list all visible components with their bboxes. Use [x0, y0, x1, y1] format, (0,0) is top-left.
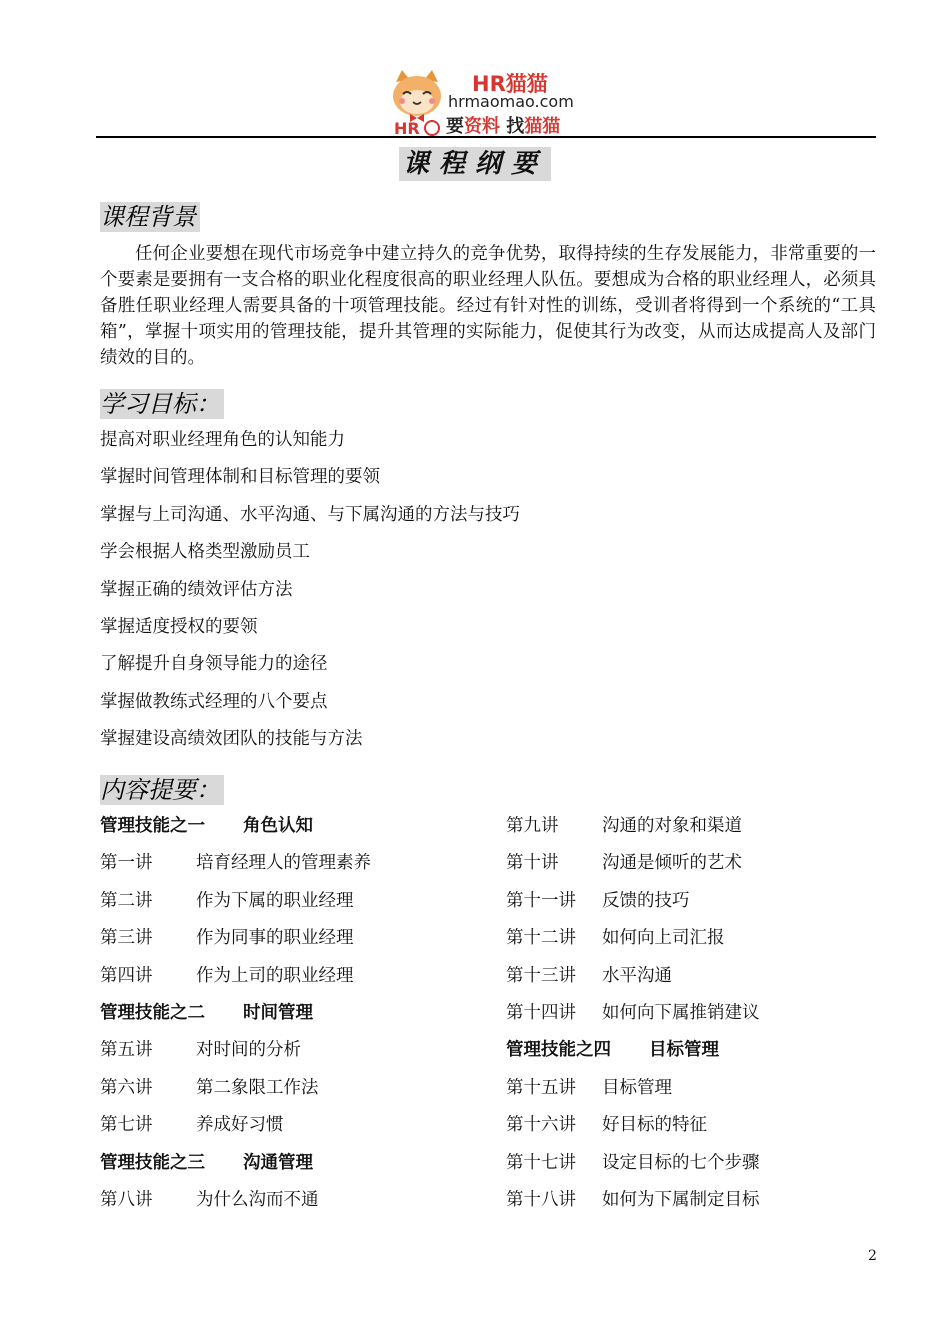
lecture-row [100, 1188, 319, 1212]
lecture-row [506, 814, 742, 838]
lecture-number: 第八讲 [100, 1190, 153, 1210]
lecture-number: 管理技能之二 [100, 1003, 205, 1023]
lecture-row [100, 851, 371, 875]
cat-mascot-icon [388, 68, 448, 138]
section-heading-text: 内容提要： [100, 775, 224, 805]
lecture-number: 第一讲 [100, 853, 153, 874]
module-heading [100, 1151, 313, 1175]
section-heading-text: 课程背景 [100, 202, 200, 232]
goal-item: 了解提升自身领导能力的途径 [100, 654, 328, 675]
lecture-row [100, 926, 354, 950]
lecture-title: 设定目标的七个步骤 [602, 1152, 760, 1173]
lecture-title: 角色认知 [243, 816, 313, 836]
lecture-number: 第二讲 [100, 890, 153, 911]
lecture-number: 第四讲 [100, 965, 153, 986]
lecture-title: 养成好习惯 [196, 1115, 284, 1136]
section-heading-background [100, 202, 200, 232]
lecture-row [506, 1188, 760, 1212]
document-title [0, 147, 950, 181]
hr-badge: HR [394, 119, 420, 138]
lecture-title: 好目标的特征 [602, 1115, 707, 1136]
tagline-part: 资料 [464, 116, 500, 137]
header-divider [96, 136, 876, 138]
lecture-title: 作为下属的职业经理 [196, 890, 354, 911]
lecture-number: 管理技能之三 [100, 1152, 205, 1173]
lecture-title: 作为上司的职业经理 [196, 965, 354, 986]
lecture-number: 第三讲 [100, 928, 153, 949]
section-heading-text: 学习目标： [100, 389, 224, 419]
lecture-title: 对时间的分析 [196, 1040, 301, 1061]
lecture-title: 水平沟通 [602, 965, 672, 986]
lecture-row [100, 1113, 284, 1137]
lecture-number: 第十四讲 [506, 1003, 576, 1023]
lecture-title: 第二象限工作法 [196, 1077, 319, 1098]
lecture-title: 培育经理人的管理素养 [196, 853, 371, 874]
lecture-row [100, 1076, 319, 1100]
section-heading-goals [100, 389, 224, 419]
lecture-row [506, 926, 725, 950]
lecture-number: 第十三讲 [506, 965, 576, 986]
goal-item: 掌握正确的绩效评估方法 [100, 579, 293, 600]
tagline-part: 猫猫 [524, 116, 561, 137]
goal-item: 掌握与上司沟通、水平沟通、与下属沟通的方法与技巧 [100, 504, 520, 525]
lecture-title: 如何向上司汇报 [602, 928, 725, 949]
lecture-title: 沟通的对象和渠道 [602, 816, 742, 836]
lecture-row [100, 964, 354, 988]
lecture-row [506, 1151, 760, 1175]
lecture-number: 第十六讲 [506, 1115, 576, 1136]
lecture-number: 第七讲 [100, 1115, 153, 1136]
lecture-title: 反馈的技巧 [602, 890, 690, 911]
tagline-part: 找 [506, 116, 525, 137]
lecture-number: 第九讲 [506, 816, 559, 836]
lecture-title: 为什么沟而不通 [196, 1190, 319, 1210]
lecture-number: 第十讲 [506, 853, 559, 874]
lecture-number: 第十八讲 [506, 1190, 576, 1210]
goal-item: 掌握时间管理体制和目标管理的要领 [100, 467, 380, 488]
document-title-text: 课程纲要 [399, 147, 551, 181]
logo-tagline [446, 112, 560, 138]
lecture-row [100, 1038, 301, 1062]
lecture-number: 管理技能之一 [100, 816, 205, 836]
lecture-number: 第十二讲 [506, 928, 576, 949]
lecture-row [506, 1076, 672, 1100]
logo-title: HR猫猫 [472, 72, 548, 96]
section-heading-outline [100, 775, 224, 805]
module-heading [506, 1038, 719, 1062]
hrmaomao-logo [388, 68, 598, 138]
lecture-row [506, 889, 690, 913]
page-number: 2 [868, 1248, 877, 1264]
lecture-title: 目标管理 [649, 1040, 719, 1061]
goal-item: 掌握建设高绩效团队的技能与方法 [100, 729, 363, 750]
lecture-number: 第十五讲 [506, 1077, 576, 1098]
goal-item: 掌握做教练式经理的八个要点 [100, 691, 328, 712]
lecture-number: 第十一讲 [506, 890, 576, 911]
lecture-title: 如何为下属制定目标 [602, 1190, 760, 1210]
goal-item: 学会根据人格类型激励员工 [100, 542, 310, 563]
lecture-title: 作为同事的职业经理 [196, 928, 354, 949]
lecture-title: 时间管理 [243, 1003, 313, 1023]
lecture-number: 管理技能之四 [506, 1040, 611, 1061]
module-heading [100, 814, 313, 838]
lecture-number: 第十七讲 [506, 1152, 576, 1173]
lecture-title: 如何向下属推销建议 [602, 1003, 760, 1023]
tagline-part: 要 [446, 116, 464, 137]
lecture-row [506, 851, 742, 875]
lecture-row [506, 1113, 707, 1137]
lecture-number: 第六讲 [100, 1077, 153, 1098]
lecture-row [506, 964, 672, 988]
lecture-title: 沟通是倾听的艺术 [602, 853, 742, 874]
module-heading [100, 1001, 313, 1025]
lecture-row [100, 889, 354, 913]
goal-item: 提高对职业经理角色的认知能力 [100, 430, 345, 450]
lecture-row [506, 1001, 760, 1025]
lecture-number: 第五讲 [100, 1040, 153, 1061]
background-paragraph: 任何企业要想在现代市场竞争中建立持久的竞争优势，取得持续的生存发展能力，非常重要的一个要素是要拥有一支合格的职业化程度很高的职业经理人队伍。要想成为合格的职业经理人，必须具备胜任职业经理人需要具备的十项管理技能。经过有针对性的训练，受训者将得到一个系统的“工具箱”，掌握十项实用的管理技能，提升其管理的实际能力，促使其行为改变，从而达成提高人及部门绩效的目的。 [100, 244, 876, 368]
goal-item: 掌握适度授权的要领 [100, 617, 258, 637]
lecture-title: 沟通管理 [243, 1152, 313, 1173]
lecture-title: 目标管理 [602, 1077, 672, 1098]
logo-url: hrmaomao.com [448, 92, 574, 111]
